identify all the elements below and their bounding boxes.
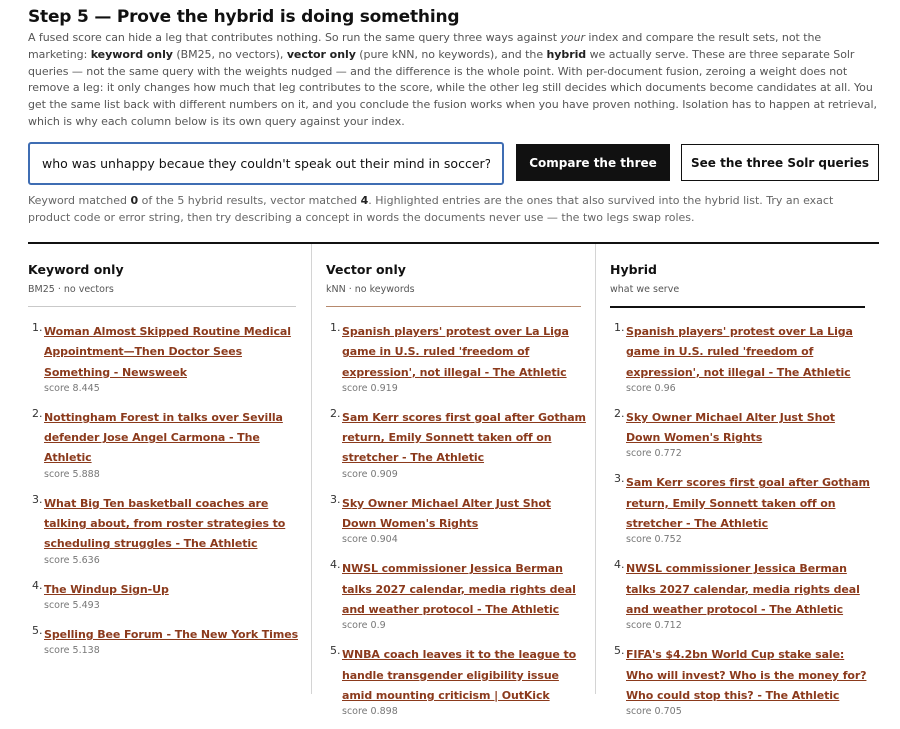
column-title: Hybrid <box>610 262 657 277</box>
results-columns <box>28 244 879 718</box>
column-header <box>28 262 124 296</box>
keyword-column <box>28 244 311 694</box>
see-solr-queries-button[interactable]: See the three Solr queries <box>681 144 879 181</box>
query-controls <box>28 142 879 186</box>
result-number: 2. <box>330 406 341 420</box>
result-link[interactable]: What Big Ten basketball coaches are talking about, from roster strategies to scheduling struggles - The Athletic <box>44 496 286 551</box>
vector-results-list <box>326 320 588 729</box>
column-rule <box>610 306 865 308</box>
match-status <box>28 193 879 227</box>
result-item <box>326 320 588 396</box>
result-link[interactable]: Sam Kerr scores first goal after Gotham return, Emily Sonnett taken off on stretcher - The Athletic <box>626 476 870 531</box>
result-score: score 8.445 <box>44 382 100 394</box>
result-item <box>28 578 300 613</box>
result-number: 3. <box>32 492 43 506</box>
result-score: score 0.9 <box>342 620 386 632</box>
result-item <box>610 643 872 719</box>
result-link[interactable]: Spanish players' protest over La Liga game in U.S. ruled 'freedom of expression', not illegal - The Athletic <box>626 325 853 379</box>
query-input[interactable] <box>28 142 504 185</box>
result-score: score 0.898 <box>342 706 398 718</box>
result-link[interactable]: FIFA's $4.2bn World Cup stake sale: Who will invest? Who is the money for? Who could stop this? - The Athletic <box>626 648 867 702</box>
result-score: score 5.636 <box>44 554 100 566</box>
result-link[interactable]: NWSL commissioner Jessica Berman talks 2027 calendar, media rights deal and weather protocol - The Athletic <box>626 562 860 616</box>
result-item <box>610 406 872 462</box>
intro-paragraph <box>28 30 879 131</box>
result-number: 5. <box>614 644 625 658</box>
result-item <box>28 492 300 568</box>
intro-vector-label: vector only <box>286 47 356 61</box>
result-link[interactable]: Sky Owner Michael Alter Just Shot Down Women's Rights <box>342 496 551 531</box>
result-number: 1. <box>614 321 625 334</box>
intro-keyword-desc: (BM25, no vectors), <box>172 47 287 61</box>
result-link[interactable]: Spanish players' protest over La Liga game in U.S. ruled 'freedom of expression', not illegal - The Athletic <box>342 325 569 379</box>
intro-text-1: A fused score can hide a leg that contributes nothing. So run the same query three ways against <box>28 31 561 44</box>
result-number: 1. <box>330 321 341 334</box>
result-link[interactable]: NWSL commissioner Jessica Berman talks 2027 calendar, media rights deal and weather protocol - The Athletic <box>342 562 576 616</box>
result-number: 2. <box>614 406 625 420</box>
intro-emphasis-your: your <box>560 31 585 44</box>
intro-hybrid-label: hybrid <box>546 47 587 61</box>
column-header <box>610 262 679 296</box>
result-link[interactable]: Spelling Bee Forum - The New York Times <box>44 627 299 641</box>
result-number: 4. <box>330 558 341 572</box>
result-link[interactable]: WNBA coach leaves it to the league to handle transgender eligibility issue amid mounting criticism | OutKick <box>342 648 577 702</box>
result-link[interactable]: The Windup Sign-Up <box>44 582 169 596</box>
result-item <box>326 406 588 482</box>
result-item <box>28 406 300 482</box>
hybrid-results-list <box>610 320 872 729</box>
result-item <box>326 492 588 548</box>
status-text-3: . Highlighted entries are the ones that also survived into the hybrid list. Try an exact product code or error string, then try describing a concept in words the documents never use — the two legs swap roles. <box>28 194 834 224</box>
column-subtitle: BM25 · no vectors <box>28 284 114 295</box>
hybrid-column <box>595 244 879 718</box>
result-number: 5. <box>330 644 341 658</box>
result-score: score 0.904 <box>342 534 398 546</box>
result-score: score 0.712 <box>626 620 682 632</box>
result-score: score 0.919 <box>342 382 398 394</box>
result-score: score 5.138 <box>44 645 100 657</box>
result-link[interactable]: Sam Kerr scores first goal after Gotham return, Emily Sonnett taken off on stretcher - The Athletic <box>342 410 586 465</box>
result-item <box>610 471 872 547</box>
intro-text-3: we actually serve. These are three separate Solr queries — not the same query with the weights nudged — and the difference is the whole point. With per-document fusion, zeroing a weight does not remove a leg: it only changes how much that leg contributes to the score, while the other leg still decides which documents become candidates at all. You get the same list back with different numbers on it, and you conclude the fusion works when you have proven nothing. Isolation has to happen at retrieval, which is why each column below is its own query against your index. <box>28 47 877 128</box>
result-number: 4. <box>614 558 625 572</box>
compare-button[interactable]: Compare the three <box>516 144 670 181</box>
column-subtitle: kNN · no keywords <box>326 284 415 295</box>
intro-vector-desc: (pure kNN, no keywords), and the <box>355 47 547 61</box>
result-score: score 0.96 <box>626 382 676 394</box>
intro-text-2: index and compare the result sets, not the marketing: <box>28 31 822 61</box>
column-subtitle: what we serve <box>610 284 680 295</box>
vector-column <box>311 244 595 718</box>
status-text-1: Keyword matched <box>28 194 131 207</box>
step-section <box>28 6 879 718</box>
keyword-results-list <box>28 320 300 668</box>
column-title: Vector only <box>326 262 406 277</box>
result-number: 1. <box>32 321 43 334</box>
result-number: 2. <box>32 406 43 420</box>
column-rule <box>28 306 296 307</box>
result-number: 3. <box>614 472 625 486</box>
result-item <box>610 557 872 633</box>
column-rule <box>326 306 581 307</box>
result-score: score 0.909 <box>342 468 398 480</box>
keyword-match-count: 0 <box>130 194 139 207</box>
result-score: score 0.752 <box>626 534 682 546</box>
result-number: 4. <box>32 578 43 592</box>
result-item <box>610 320 872 396</box>
status-text-2: of the 5 hybrid results, vector matched <box>138 194 361 207</box>
result-item <box>28 320 300 396</box>
column-title: Keyword only <box>28 262 124 277</box>
vector-match-count: 4 <box>360 194 369 207</box>
result-score: score 5.888 <box>44 468 100 480</box>
result-score: score 5.493 <box>44 599 100 611</box>
result-item <box>326 643 588 719</box>
result-item <box>28 623 300 658</box>
intro-keyword-label: keyword only <box>90 47 173 61</box>
result-item <box>326 557 588 633</box>
result-number: 5. <box>32 623 43 637</box>
result-score: score 0.705 <box>626 706 682 718</box>
column-header <box>326 262 415 296</box>
result-link[interactable]: Nottingham Forest in talks over Sevilla defender Jose Angel Carmona - The Athletic <box>44 410 283 465</box>
step-title: Step 5 — Prove the hybrid is doing something <box>28 7 460 27</box>
result-number: 3. <box>330 492 341 506</box>
result-score: score 0.772 <box>626 448 682 460</box>
result-link[interactable]: Sky Owner Michael Alter Just Shot Down Women's Rights <box>626 410 835 445</box>
result-link[interactable]: Woman Almost Skipped Routine Medical Appointment—Then Doctor Sees Something - Newsweek <box>44 325 291 379</box>
